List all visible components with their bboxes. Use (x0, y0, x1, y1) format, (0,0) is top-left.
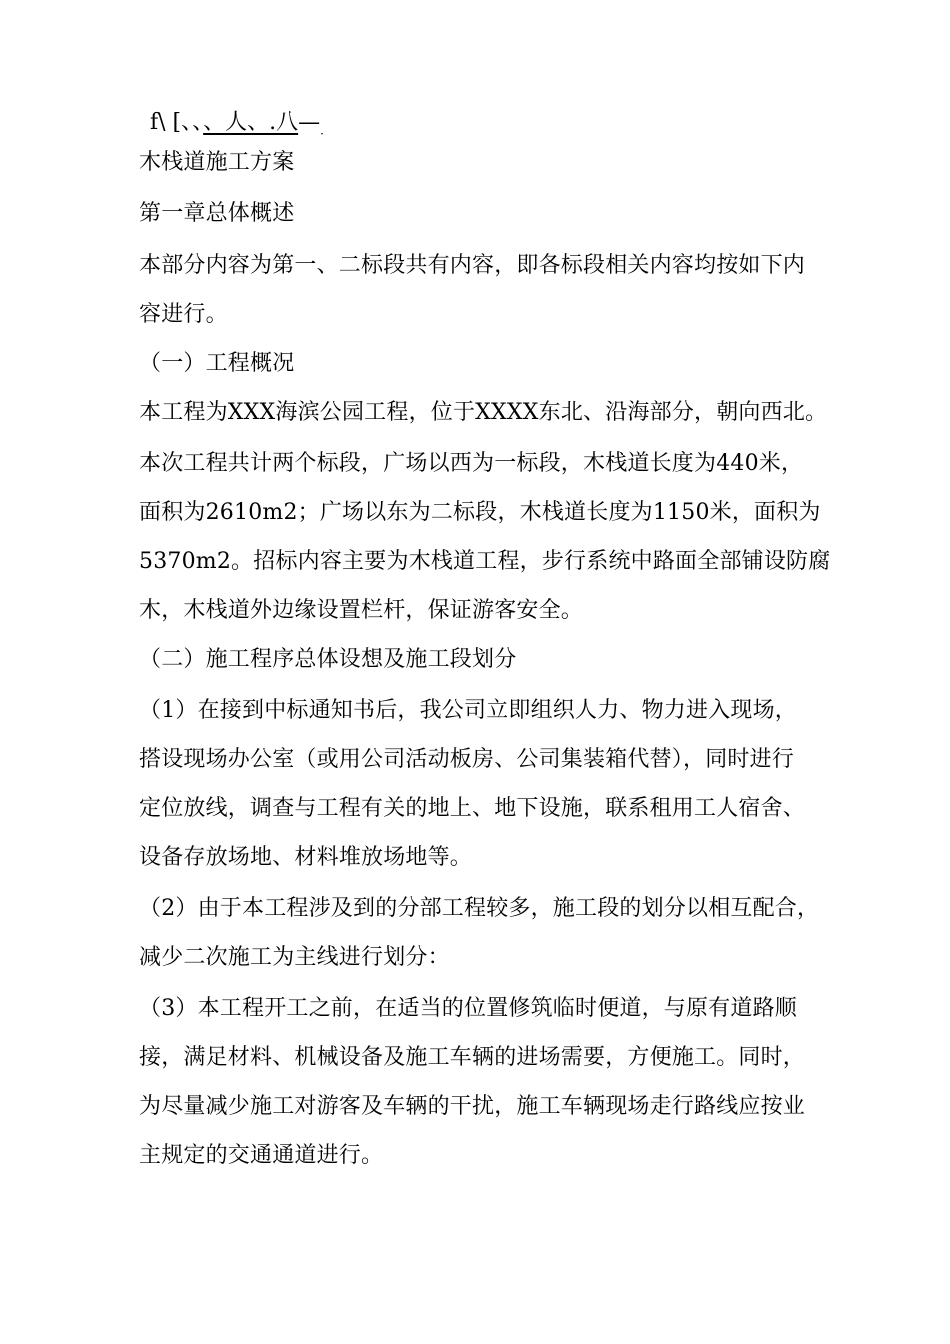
paragraph-line: 设备存放场地、材料堆放场地等。 (139, 845, 473, 870)
paragraph-line: 定位放线，调查与工程有关的地上、地下设施，联系租用工人宿舍、 (139, 796, 806, 821)
section-heading: （一）工程概况 (139, 351, 295, 376)
paragraph-line: 减少二次施工为主线进行划分： (139, 945, 450, 970)
garbled-prefix: f\ [、、 (150, 110, 204, 135)
chapter-heading: 第一章总体概述 (139, 201, 295, 226)
paragraph-line: （1）在接到中标通知书后，我公司立即组织人力、物力进入现场， (139, 698, 797, 723)
paragraph-line: 主规定的交通通道进行。 (139, 1143, 384, 1168)
garbled-dash: — (298, 110, 321, 135)
garbled-underlined-text: 、人、.八 (203, 110, 299, 135)
paragraph-line: （2）由于本工程涉及到的分部工程较多，施工段的划分以相互配合， (139, 896, 820, 921)
paragraph-line: 本次工程共计两个标段，广场以西为一标段，木栈道长度为440米， (139, 451, 804, 476)
document-title: 木栈道施工方案 (139, 150, 295, 175)
paragraph-line: 容进行。 (139, 302, 228, 327)
paragraph-line: 接，满足材料、机械设备及施工车辆的进场需要，方便施工。同时， (139, 1045, 806, 1070)
paragraph-line: 为尽量减少施工对游客及车辆的干扰，施工车辆现场走行路线应按业 (139, 1094, 806, 1119)
paragraph-line: （3）本工程开工之前，在适当的位置修筑临时便道，与原有道路顺 (139, 996, 797, 1021)
paragraph-line: 木，木栈道外边缘设置栏杆，保证游客安全。 (139, 598, 584, 623)
section-heading: （二）施工程序总体设想及施工段划分 (139, 647, 517, 672)
paragraph-line: 本工程为XXX海滨公园工程，位于XXXX东北、沿海部分，朝向西北。 (139, 400, 828, 425)
paragraph-line: 本部分内容为第一、二标段共有内容，即各标段相关内容均按如下内 (139, 253, 806, 278)
garbled-mark: . (320, 123, 324, 138)
paragraph-line: 5370m2。招标内容主要为木栈道工程，步行系统中路面全部铺设防腐 (139, 549, 831, 574)
paragraph-line: 面积为2610m2；广场以东为二标段，木栈道长度为1150米，面积为 (139, 500, 821, 525)
paragraph-line: 搭设现场办公室（或用公司活动板房、公司集装箱代替），同时进行 (139, 747, 795, 772)
garbled-header-line (150, 108, 324, 145)
